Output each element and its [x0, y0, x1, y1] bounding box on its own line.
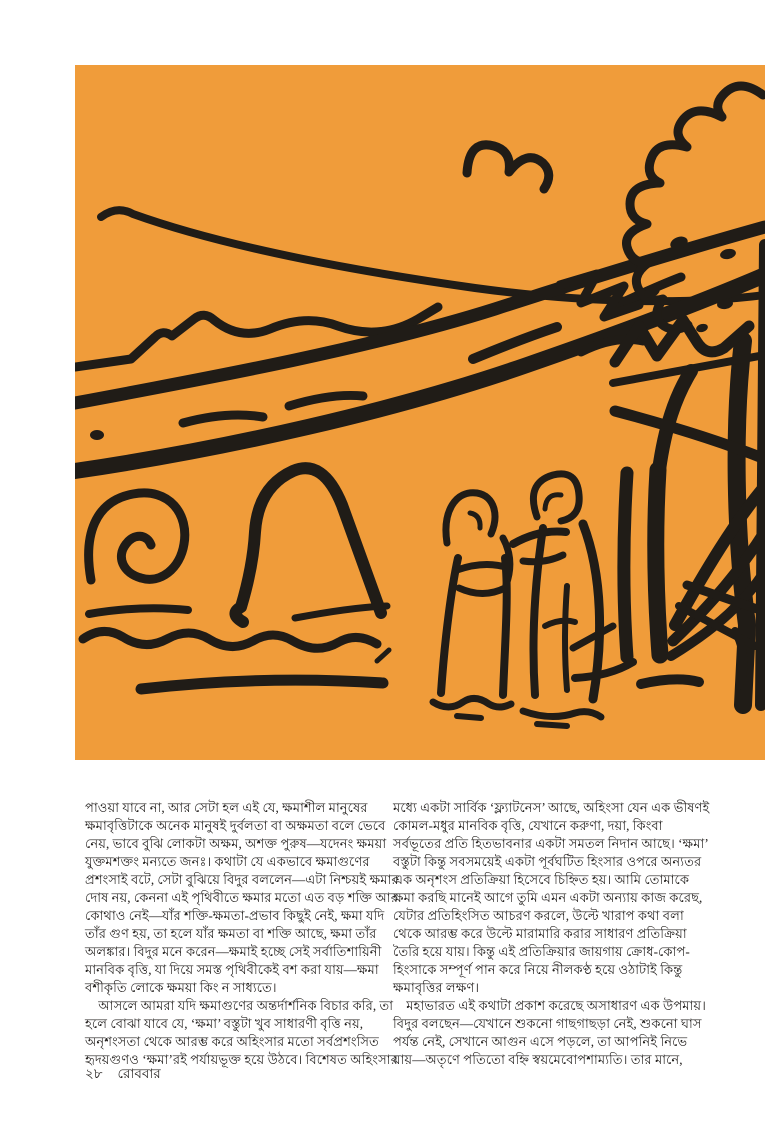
- standing-figure-left: [433, 493, 511, 718]
- text-line: যায়—অতৃণে পতিতো বহ্নি স্বয়মেবোপশাম্যতি। তার মানে,: [393, 1052, 683, 1067]
- text-line: বিদুর বলছেন—যেখানে শুকনো গাছগাছড়া নেই, শুকনো ঘাস: [393, 1016, 702, 1031]
- hut-arch-motif: [235, 468, 387, 622]
- text-line: তাঁর গুণ হয়, তা হলে যাঁর ক্ষমতা বা শক্তি আছে, ক্ষমা তাঁর: [85, 926, 377, 941]
- text-line: কোথাও নেই—যাঁর শক্তি-ক্ষমতা-প্রভাব কিছুই নেই, ক্ষমা যদি: [85, 908, 385, 923]
- text-line: আসলে আমরা যদি ক্ষমাগুণের অন্তর্দার্শনিক বিচার করি, তা: [85, 998, 394, 1013]
- text-line: হৃদয়গুণও ‘ক্ষমা’রই পর্যায়ভূক্ত হয়ে উঠবে। বিশেষত অহিংসার: [85, 1052, 398, 1067]
- sun-starburst: [467, 86, 763, 352]
- text-line: পাওয়া যাবে না, আর সেটা হল এই যে, ক্ষমাশীল মানুষের: [85, 800, 368, 815]
- article-left-column: [85, 799, 399, 1069]
- text-line: মানবিক বৃত্তি, যা দিয়ে সমস্ত পৃথিবীকেই বশ করা যায়—ক্ষমা: [85, 962, 379, 977]
- text-line: ক্ষমা করছি মানেই আগে তুমি এমন একটা অন্যায় কাজ করেছ,: [393, 890, 703, 905]
- page-number: ২৮: [85, 1066, 103, 1081]
- page-footer: [85, 1063, 161, 1086]
- text-line: বশীকৃতি লোকে ক্ষময়া কিং ন সাধ্যতে।: [85, 980, 277, 995]
- text-line: তৈরি হয়ে যায়। কিন্তু এই প্রতিক্রিয়ার জায়গায় ক্রোধ-কোপ-: [393, 944, 690, 959]
- text-line: পর্যন্ত নেই, সেখানে আগুন এসে পড়লে, তা আপনিই নিভে: [393, 1034, 688, 1049]
- text-line: অলঙ্কার। বিদুর মনে করেন—ক্ষমাই হচ্ছে সেই সর্বাতিশায়িনী: [85, 944, 382, 959]
- text-line: মহাভারত এই কথাটা প্রকাশ করেছে অসাধারণ এক উপমায়।: [393, 998, 706, 1013]
- text-line: ক্ষমাবৃত্তিটাকে অনেক মানুষই দুর্বলতা বা অক্ষমতা বলে ভেবে: [85, 818, 386, 833]
- text-line: দোষ নয়, কেননা এই পৃথিবীতে ক্ষমার মতো এত বড় শক্তি আর: [85, 890, 399, 905]
- standing-figure-right: [513, 474, 601, 726]
- text-line: অনৃশংসতা থেকে আরম্ভ করে অহিংসার মতো সর্বপ্রশংসিত: [85, 1034, 379, 1049]
- text-line: মধ্যে একটা সার্বিক ‘ফ্ল্যাটনেস’ আছে, অহিংসা যেন এক ভীষণই: [393, 800, 710, 815]
- text-line: যুক্তমশক্তং মন্যতে জনঃ। কথাটা যে একভাবে ক্ষমাগুণের: [85, 854, 370, 869]
- text-line: থেকে আরম্ভ করে উল্টে মারামারি করার সাধারণ প্রতিক্রিয়া: [393, 926, 687, 941]
- magazine-name: রোববার: [117, 1066, 161, 1081]
- text-line: এক অনৃশংস প্রতিক্রিয়া হিসেবে চিহ্নিত হয়। আমি তোমাকে: [393, 872, 690, 887]
- text-line: সর্বভূতের প্রতি হিতভাবনার একটা সমতল নিদান আছে। ‘ক্ষমা’: [393, 836, 709, 851]
- text-line: প্রশংসাই বটে, সেটা বুঝিয়ে বিদুর বললেন—এটা নিশ্চয়ই ক্ষমার: [85, 872, 399, 887]
- illustration: [75, 65, 765, 760]
- text-line: ক্ষমাবৃত্তির লক্ষণ।: [393, 980, 480, 995]
- text-line: বস্তুটা কিন্তু সবসময়েই একটা পূর্বঘটিত হিংসার ওপরে অন্যতর: [393, 854, 702, 869]
- article-right-column: [393, 799, 710, 1069]
- spiral-motif: [89, 493, 188, 614]
- text-line: নেয়, ভাবে বুঝি লোকটা অক্ষম, অশক্ত পুরুষ—যদেনং ক্ষময়া: [85, 836, 387, 851]
- water-waves: [83, 631, 389, 689]
- brush-drawing: [75, 65, 765, 760]
- text-line: যেটার প্রতিহিংসিত আচরণ করলে, উল্টে খারাপ কথা বলা: [393, 908, 684, 923]
- text-line: হিংসাকে সম্পূর্ণ পান করে নিয়ে নীলকণ্ঠ হয়ে ওঠাটাই কিন্তু: [393, 962, 683, 977]
- text-line: হলে বোঝা যাবে যে, ‘ক্ষমা’ বস্তুটা খুব সাধারণী বৃত্তি নয়,: [85, 1016, 364, 1031]
- text-line: কোমল-মধুর মানবিক বৃত্তি, যেখানে করুণা, দয়া, কিংবা: [393, 818, 663, 833]
